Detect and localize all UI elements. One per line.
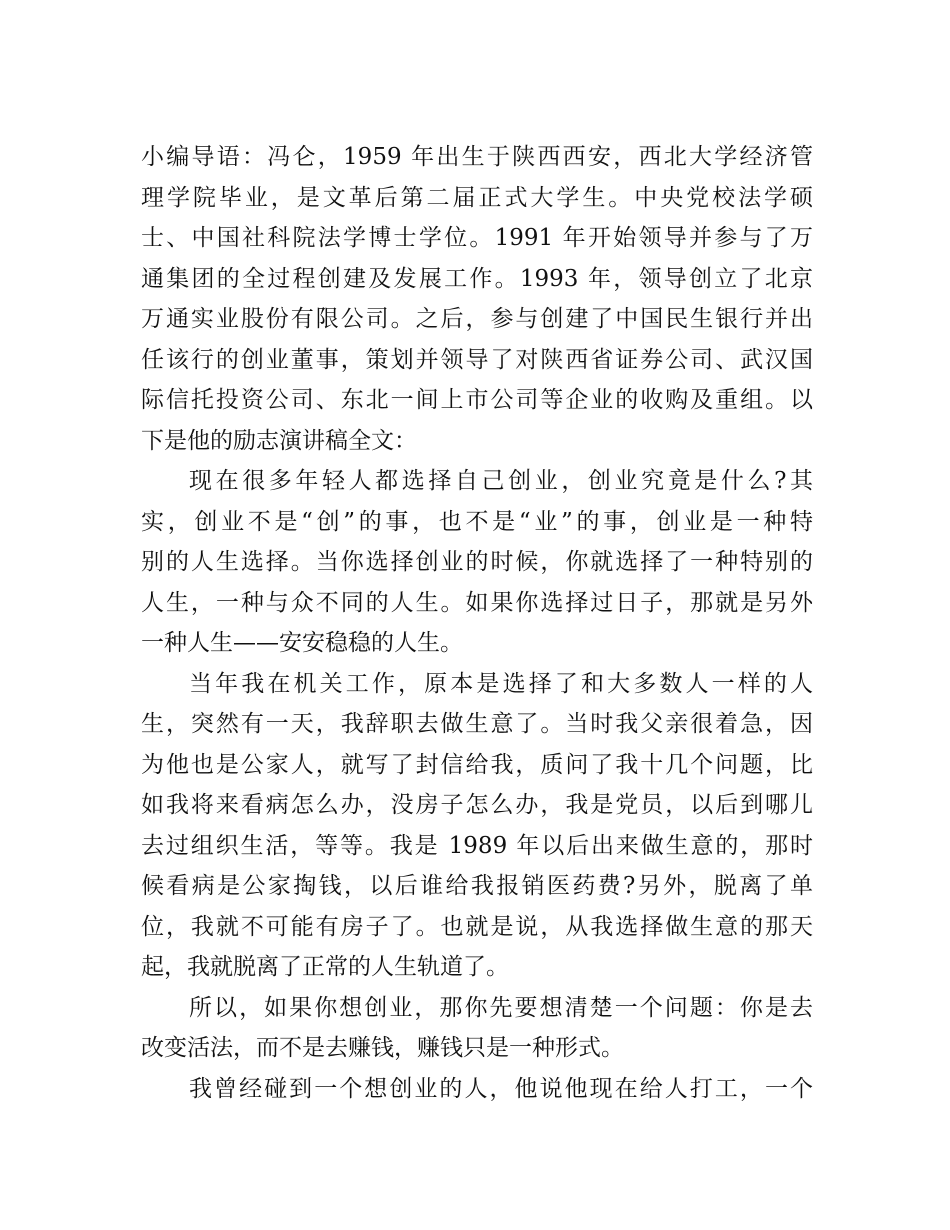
text-line: 理学院毕业，是文革后第二届正式大学生。中央党校法学硕	[141, 184, 813, 211]
text-line: 通集团的全过程创建及发展工作。1993 年，领导创立了北京	[141, 265, 813, 292]
text-line: 我曾经碰到一个想创业的人，他说他现在给人打工，一个	[189, 1075, 813, 1102]
text-line: 任该行的创业董事，策划并领导了对陕西省证券公司、武汉国	[141, 346, 813, 373]
text-line: 当年我在机关工作，原本是选择了和大多数人一样的人	[189, 670, 813, 697]
text-line: 际信托投资公司、东北一间上市公司等企业的收购及重组。以	[141, 387, 813, 413]
text-line: 所以，如果你想创业，那你先要想清楚一个问题：你是去	[189, 994, 813, 1021]
text-line: 起，我就脱离了正常的人生轨道了。	[141, 954, 509, 980]
paragraph-2	[141, 461, 813, 664]
text-line: 万通实业股份有限公司。之后，参与创建了中国民生银行并出	[141, 306, 813, 332]
text-line: 生，突然有一天，我辞职去做生意了。当时我父亲很着急，因	[141, 711, 813, 737]
text-line: 人生，一种与众不同的人生。如果你选择过日子，那就是另外	[141, 589, 813, 616]
text-line: 下是他的励志演讲稿全文：	[141, 427, 417, 454]
document-body	[141, 137, 813, 1109]
text-line: 别的人生选择。当你选择创业的时候，你就选择了一种特别的	[141, 549, 813, 575]
text-line: 改变活法，而不是去赚钱，赚钱只是一种形式。	[141, 1035, 624, 1061]
text-line: 一种人生——安安稳稳的人生。	[141, 630, 463, 656]
text-line: 去过组织生活，等等。我是 1989 年以后出来做生意的，那时	[141, 832, 813, 859]
text-line: 位，我就不可能有房子了。也就是说，从我选择做生意的那天	[141, 913, 813, 940]
text-line: 为他也是公家人，就写了封信给我，质问了我十几个问题，比	[141, 751, 813, 778]
paragraph-4	[141, 988, 813, 1069]
text-line: 实，创业不是“创”的事，也不是“业”的事，创业是一种特	[141, 508, 813, 535]
text-line: 小编导语：冯仑，1959 年出生于陕西西安，西北大学经济管	[141, 144, 813, 170]
text-line: 候看病是公家掏钱，以后谁给我报销医药费?另外，脱离了单	[141, 873, 813, 899]
paragraph-5	[141, 1069, 813, 1110]
text-line: 如我将来看病怎么办，没房子怎么办，我是党员，以后到哪儿	[141, 792, 813, 818]
paragraph-3	[141, 664, 813, 988]
text-line: 士、中国社科院法学博士学位。1991 年开始领导并参与了万	[141, 225, 813, 251]
paragraph-intro	[141, 137, 813, 461]
text-line: 现在很多年轻人都选择自己创业，创业究竟是什么?其	[189, 468, 813, 494]
